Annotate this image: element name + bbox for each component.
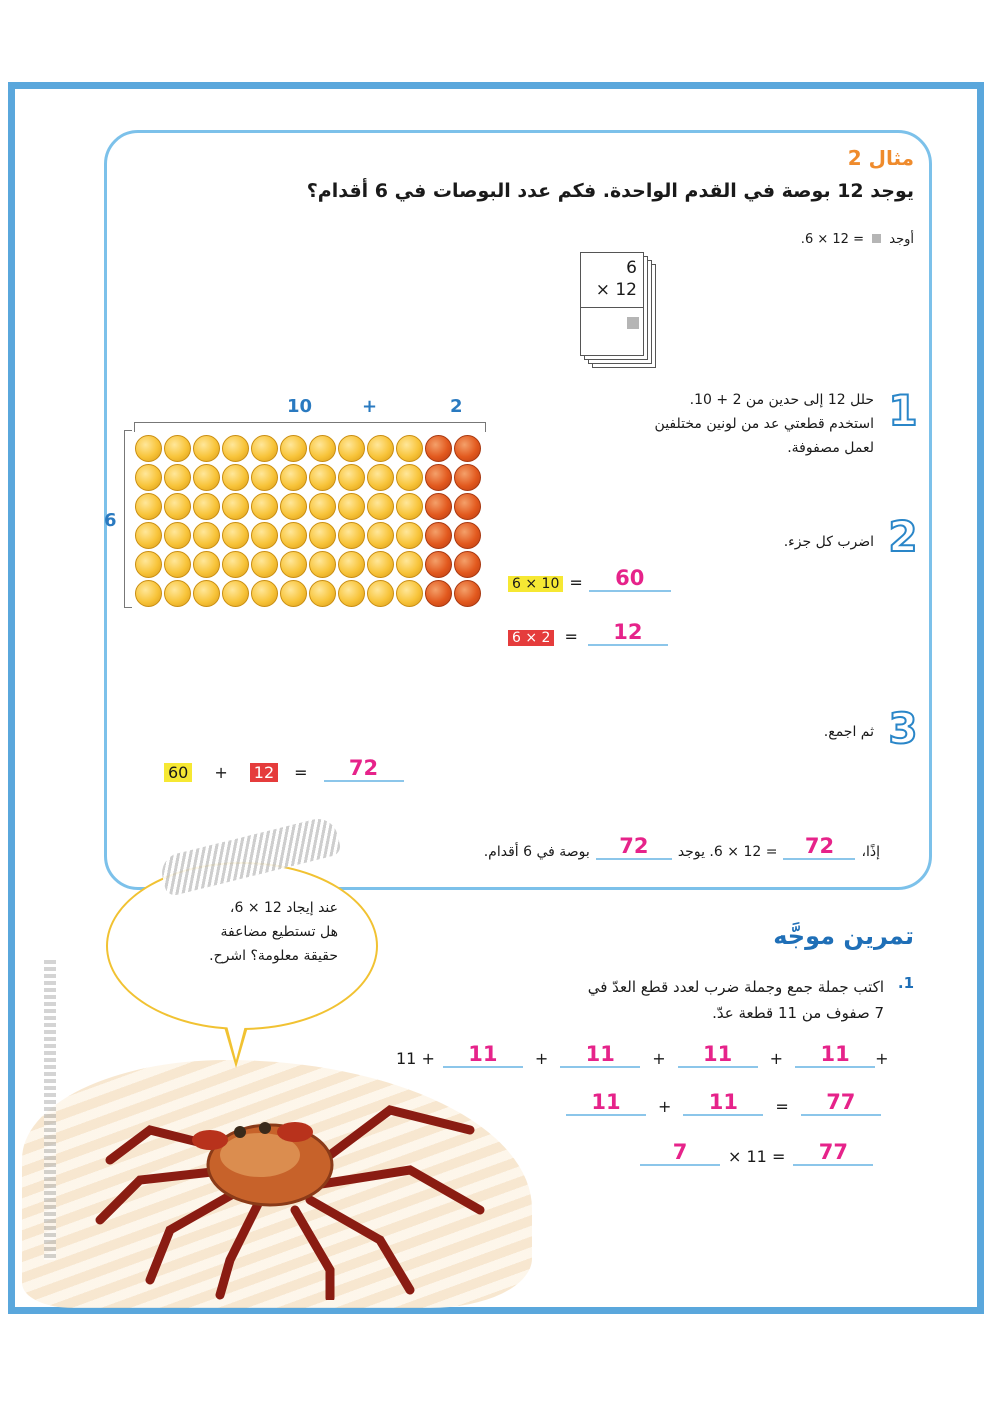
yellow-counter bbox=[280, 580, 307, 607]
yellow-counter bbox=[280, 464, 307, 491]
card-top-number: 6 bbox=[626, 258, 637, 278]
red-counter bbox=[425, 493, 452, 520]
yellow-counter bbox=[396, 493, 423, 520]
equation-tens-operator: = bbox=[569, 573, 583, 592]
card-divider bbox=[581, 307, 643, 308]
yellow-counter bbox=[396, 580, 423, 607]
addition-answer[interactable]: 11 bbox=[683, 1090, 763, 1116]
addition-start: 11 + bbox=[396, 1049, 435, 1068]
yellow-counter bbox=[222, 464, 249, 491]
step-1-icon: 1 bbox=[888, 386, 918, 435]
addition-answer[interactable]: 11 bbox=[443, 1042, 523, 1068]
guided-item-number: 1. bbox=[897, 974, 914, 992]
addition-row-2 bbox=[566, 1090, 881, 1116]
red-counter bbox=[425, 580, 452, 607]
red-counter bbox=[425, 435, 452, 462]
sum-operator: = bbox=[294, 763, 308, 782]
red-counter bbox=[454, 522, 481, 549]
yellow-counter bbox=[193, 435, 220, 462]
yellow-counter bbox=[135, 435, 162, 462]
crab-image bbox=[80, 1070, 540, 1300]
yellow-counter bbox=[193, 464, 220, 491]
step-3-text: ثم اجمع. bbox=[823, 724, 874, 740]
multiplication-middle: × 11 = bbox=[728, 1147, 786, 1166]
equation-ones-answer[interactable]: 12 bbox=[588, 620, 668, 646]
array-label-rows: 6 bbox=[104, 510, 117, 531]
red-counter bbox=[425, 464, 452, 491]
guided-text-line-2: 7 صفوف من 11 قطعة عدّ. bbox=[712, 1004, 884, 1022]
yellow-counter bbox=[338, 464, 365, 491]
yellow-counter bbox=[280, 551, 307, 578]
yellow-counter bbox=[135, 522, 162, 549]
yellow-counter bbox=[280, 435, 307, 462]
step-1-line-1: حلل 12 إلى حدين من 2 + 10. bbox=[689, 392, 874, 408]
unknown-square-icon bbox=[872, 234, 881, 243]
yellow-counter bbox=[396, 551, 423, 578]
multiplication-card-stack bbox=[580, 252, 644, 356]
yellow-counter bbox=[396, 522, 423, 549]
conclusion-prefix: إذًا، bbox=[861, 844, 880, 860]
photo-credit bbox=[44, 960, 56, 1260]
crab-claw bbox=[192, 1130, 228, 1150]
yellow-counter bbox=[338, 522, 365, 549]
yellow-counter bbox=[367, 551, 394, 578]
array-top-bracket bbox=[134, 422, 486, 432]
step-1-line-3: لعمل مصفوفة. bbox=[787, 440, 874, 456]
step-3-icon: 3 bbox=[888, 704, 918, 753]
red-counter bbox=[454, 493, 481, 520]
addition-total[interactable]: 77 bbox=[801, 1090, 881, 1116]
yellow-counter bbox=[135, 580, 162, 607]
yellow-counter bbox=[251, 522, 278, 549]
yellow-counter bbox=[135, 464, 162, 491]
crab-eye bbox=[259, 1122, 271, 1134]
yellow-counter bbox=[193, 493, 220, 520]
yellow-counter bbox=[164, 435, 191, 462]
yellow-counter bbox=[367, 464, 394, 491]
yellow-counter bbox=[309, 580, 336, 607]
yellow-counter bbox=[338, 551, 365, 578]
yellow-counter bbox=[193, 551, 220, 578]
find-expression: = 12 × 6. bbox=[800, 232, 864, 247]
red-counter bbox=[425, 522, 452, 549]
addition-answer[interactable]: 11 bbox=[566, 1090, 646, 1116]
unknown-square-icon bbox=[627, 317, 639, 329]
crab-eye bbox=[234, 1126, 246, 1138]
find-instruction bbox=[801, 232, 914, 247]
card-problem bbox=[581, 253, 643, 305]
yellow-counter bbox=[251, 435, 278, 462]
conclusion-sentence bbox=[484, 834, 880, 860]
yellow-counter bbox=[251, 551, 278, 578]
yellow-counter bbox=[251, 493, 278, 520]
red-counter bbox=[454, 435, 481, 462]
yellow-counter bbox=[367, 435, 394, 462]
addition-equals: = bbox=[775, 1097, 789, 1116]
addition-plus: + bbox=[658, 1097, 672, 1116]
equation-ones-operator: = bbox=[564, 627, 578, 646]
bubble-line-3: حقيقة معلومة؟ اشرح. bbox=[209, 948, 338, 964]
guided-text-line-1: اكتب جملة جمع وجملة ضرب لعدد قطع العدّ في bbox=[587, 978, 884, 996]
yellow-counter bbox=[135, 493, 162, 520]
yellow-counter bbox=[135, 551, 162, 578]
bubble-tail-inner bbox=[225, 1018, 247, 1060]
yellow-counter bbox=[222, 551, 249, 578]
yellow-counter bbox=[164, 522, 191, 549]
step-2-icon: 2 bbox=[888, 512, 918, 561]
crab-leg bbox=[310, 1200, 410, 1290]
crab-leg bbox=[220, 1200, 260, 1295]
yellow-counter bbox=[280, 493, 307, 520]
conclusion-suffix: بوصة في 6 أقدام. bbox=[483, 844, 590, 860]
yellow-counter bbox=[193, 580, 220, 607]
addition-plus: + bbox=[652, 1049, 666, 1068]
yellow-counter bbox=[396, 435, 423, 462]
array-label-plus: + bbox=[362, 396, 378, 417]
addition-plus: + bbox=[875, 1049, 889, 1068]
addition-row-1 bbox=[396, 1042, 888, 1068]
multiplication-row bbox=[640, 1140, 873, 1166]
addition-answer[interactable]: 11 bbox=[678, 1042, 758, 1068]
find-prefix: أوجد bbox=[889, 232, 914, 247]
addition-answer[interactable]: 11 bbox=[795, 1042, 875, 1068]
equation-tens-answer[interactable]: 60 bbox=[589, 566, 671, 592]
multiplication-total[interactable]: 77 bbox=[793, 1140, 873, 1166]
conclusion-answer-2[interactable]: 72 bbox=[596, 834, 672, 860]
yellow-counter bbox=[367, 580, 394, 607]
yellow-counter bbox=[309, 464, 336, 491]
sum-equation bbox=[164, 756, 404, 782]
array-label-ten: 10 bbox=[287, 396, 313, 417]
crab-leg bbox=[295, 1210, 330, 1298]
yellow-counter bbox=[251, 580, 278, 607]
conclusion-answer-1[interactable]: 72 bbox=[783, 834, 855, 860]
yellow-counter bbox=[164, 464, 191, 491]
card-multiplier: × 12 bbox=[595, 280, 637, 300]
equation-ones bbox=[508, 620, 668, 646]
yellow-counter bbox=[367, 522, 394, 549]
red-counter bbox=[454, 580, 481, 607]
yellow-counter bbox=[222, 580, 249, 607]
crab-leg bbox=[315, 1170, 480, 1210]
red-counter bbox=[454, 464, 481, 491]
yellow-counter bbox=[280, 522, 307, 549]
step-1-text bbox=[574, 388, 874, 460]
array-left-bracket bbox=[124, 430, 132, 608]
addition-plus: + bbox=[769, 1049, 784, 1068]
array-label-two: 2 bbox=[450, 396, 463, 417]
crab-claw bbox=[277, 1122, 313, 1142]
conclusion-middle: = 12 × 6. يوجد bbox=[677, 844, 778, 860]
bubble-line-1: عند إيجاد 12 × 6، bbox=[229, 900, 338, 916]
example-title: مثال 2 bbox=[847, 146, 914, 170]
equation-tens bbox=[508, 566, 671, 592]
addition-answer[interactable]: 11 bbox=[560, 1042, 640, 1068]
yellow-counter bbox=[338, 493, 365, 520]
yellow-counter bbox=[222, 435, 249, 462]
guided-practice-title: تمرين موجَّه bbox=[773, 922, 914, 950]
yellow-counter bbox=[309, 493, 336, 520]
sum-term-a: 60 bbox=[164, 763, 192, 782]
crab-leg bbox=[310, 1110, 470, 1170]
sum-term-b: 12 bbox=[250, 763, 278, 782]
yellow-counter bbox=[193, 522, 220, 549]
yellow-counter bbox=[222, 522, 249, 549]
counter-array bbox=[134, 434, 482, 608]
yellow-counter bbox=[164, 580, 191, 607]
example-question: يوجد 12 بوصة في القدم الواحدة. فكم عدد البوصات في 6 أقدام؟ bbox=[306, 180, 914, 202]
multiplication-card bbox=[580, 252, 644, 356]
red-counter bbox=[425, 551, 452, 578]
equation-tens-expression: 6 × 10 bbox=[508, 576, 563, 592]
addition-plus: + bbox=[534, 1049, 549, 1068]
guided-item-text bbox=[454, 974, 884, 1026]
yellow-counter bbox=[309, 522, 336, 549]
yellow-counter bbox=[367, 493, 394, 520]
yellow-counter bbox=[309, 435, 336, 462]
sum-plus: + bbox=[214, 763, 228, 782]
bubble-text bbox=[138, 896, 338, 968]
yellow-counter bbox=[222, 493, 249, 520]
red-counter bbox=[454, 551, 481, 578]
step-2-text: اضرب كل جزء. bbox=[783, 534, 874, 550]
sum-answer[interactable]: 72 bbox=[324, 756, 404, 782]
yellow-counter bbox=[164, 551, 191, 578]
yellow-counter bbox=[338, 435, 365, 462]
yellow-counter bbox=[164, 493, 191, 520]
yellow-counter bbox=[396, 464, 423, 491]
yellow-counter bbox=[251, 464, 278, 491]
yellow-counter bbox=[309, 551, 336, 578]
equation-ones-expression: 6 × 2 bbox=[508, 630, 554, 646]
yellow-counter bbox=[338, 580, 365, 607]
bubble-line-2: هل تستطيع مضاعفة bbox=[220, 924, 338, 940]
multiplication-factor-answer[interactable]: 7 bbox=[640, 1140, 720, 1166]
step-1-line-2: استخدم قطعتي عد من لونين مختلفين bbox=[654, 416, 874, 432]
